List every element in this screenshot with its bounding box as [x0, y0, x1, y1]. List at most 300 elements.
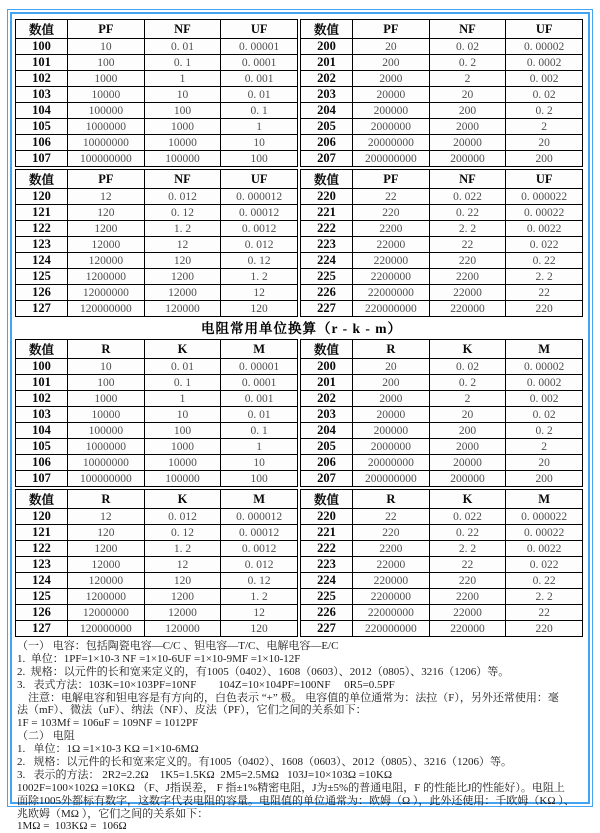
row-label-cell: 200: [301, 39, 353, 55]
column-header: K: [144, 340, 221, 359]
value-cell: 0. 022: [506, 557, 583, 573]
table-row: [16, 359, 298, 375]
value-cell: 1000: [144, 439, 221, 455]
row-label-cell: 205: [301, 439, 353, 455]
value-cell: 10000: [144, 455, 221, 471]
page-outer-frame: [7, 9, 593, 833]
table-row: [301, 135, 583, 151]
row-label-cell: 222: [301, 541, 353, 557]
row-label-cell: 102: [16, 71, 68, 87]
row-label-cell: 125: [16, 589, 68, 605]
table-row: [301, 557, 583, 573]
value-cell: 120: [221, 621, 298, 637]
value-cell: 200000000: [353, 471, 430, 487]
value-cell: 22: [506, 605, 583, 621]
value-cell: 12000: [68, 557, 145, 573]
value-cell: 12000: [144, 285, 221, 301]
value-cell: 1: [221, 439, 298, 455]
row-label-cell: 206: [301, 135, 353, 151]
value-cell: 120000: [68, 253, 145, 269]
row-label-cell: 223: [301, 557, 353, 573]
row-label-cell: 122: [16, 541, 68, 557]
value-cell: 1200000: [68, 589, 145, 605]
note-line: 1. 单位：1Ω =1×10-3 KΩ =1×10-6MΩ: [17, 743, 199, 756]
value-cell: 0. 012: [221, 557, 298, 573]
column-header: 数值: [301, 20, 353, 39]
resistor-table-220-series: [300, 489, 583, 637]
table-row: [301, 253, 583, 269]
value-cell: 10: [144, 407, 221, 423]
table-row: [16, 87, 298, 103]
value-cell: 0. 022: [506, 237, 583, 253]
column-header: NF: [429, 20, 506, 39]
value-cell: 200000: [353, 423, 430, 439]
note-line: 注意：电解电容和钽电容是有方向的，白色表示 “+” 极。 电容值的单位通常为：法拉（F），另外还常使用：毫: [17, 691, 559, 704]
column-header: UF: [221, 20, 298, 39]
capacitor-table-100-series: [15, 19, 298, 167]
value-cell: 220000: [429, 621, 506, 637]
value-cell: 120000000: [68, 621, 145, 637]
value-cell: 22: [429, 557, 506, 573]
value-cell: 0. 1: [221, 103, 298, 119]
value-cell: 0. 02: [506, 87, 583, 103]
table-row: [16, 439, 298, 455]
value-cell: 10000: [144, 135, 221, 151]
header-row: [16, 20, 298, 39]
table-row: [16, 589, 298, 605]
value-cell: 0. 00001: [221, 39, 298, 55]
header-row: [301, 170, 583, 189]
value-cell: 0. 000022: [506, 189, 583, 205]
value-cell: 0. 2: [429, 375, 506, 391]
value-cell: 200: [353, 55, 430, 71]
value-cell: 2. 2: [429, 221, 506, 237]
value-cell: 2000: [429, 439, 506, 455]
value-cell: 0. 2: [506, 103, 583, 119]
value-cell: 0. 00012: [221, 525, 298, 541]
table-row: [16, 557, 298, 573]
row-label-cell: 226: [301, 285, 353, 301]
value-cell: 22000: [353, 557, 430, 573]
value-cell: 0. 12: [144, 205, 221, 221]
value-cell: 200: [353, 375, 430, 391]
value-cell: 0. 02: [429, 359, 506, 375]
row-label-cell: 107: [16, 471, 68, 487]
row-label-cell: 106: [16, 455, 68, 471]
header-row: [16, 170, 298, 189]
table-row: [301, 151, 583, 167]
value-cell: 120: [144, 573, 221, 589]
table-row: [16, 375, 298, 391]
value-cell: 2000: [353, 71, 430, 87]
row-label-cell: 220: [301, 189, 353, 205]
value-cell: 12: [221, 605, 298, 621]
value-cell: 0. 01: [221, 87, 298, 103]
value-cell: 0. 00002: [506, 39, 583, 55]
row-label-cell: 226: [301, 605, 353, 621]
value-cell: 12000000: [68, 285, 145, 301]
column-header: UF: [506, 170, 583, 189]
value-cell: 2200000: [353, 589, 430, 605]
value-cell: 200: [429, 423, 506, 439]
row-label-cell: 120: [16, 509, 68, 525]
value-cell: 0. 12: [221, 573, 298, 589]
value-cell: 220: [429, 253, 506, 269]
table-row: [16, 39, 298, 55]
value-cell: 1200000: [68, 269, 145, 285]
table-row: [16, 103, 298, 119]
value-cell: 22: [429, 237, 506, 253]
value-cell: 0. 12: [144, 525, 221, 541]
row-label-cell: 206: [301, 455, 353, 471]
value-cell: 100000000: [68, 151, 145, 167]
value-cell: 1000000: [68, 439, 145, 455]
value-cell: 12: [68, 509, 145, 525]
row-label-cell: 101: [16, 55, 68, 71]
table-row: [301, 589, 583, 605]
value-cell: 100: [221, 471, 298, 487]
row-label-cell: 223: [301, 237, 353, 253]
table-row: [16, 455, 298, 471]
table-row: [16, 541, 298, 557]
column-header: K: [144, 490, 221, 509]
row-label-cell: 225: [301, 589, 353, 605]
column-header: PF: [353, 170, 430, 189]
value-cell: 2: [506, 439, 583, 455]
row-label-cell: 101: [16, 375, 68, 391]
table-row: [301, 71, 583, 87]
value-cell: 1: [221, 119, 298, 135]
row-label-cell: 126: [16, 285, 68, 301]
value-cell: 220000: [429, 301, 506, 317]
value-cell: 0. 012: [144, 509, 221, 525]
column-header: NF: [429, 170, 506, 189]
note-line: 1MΩ = 103KΩ = 106Ω: [17, 820, 127, 833]
column-header: M: [221, 490, 298, 509]
value-cell: 22: [353, 509, 430, 525]
value-cell: 10000: [68, 87, 145, 103]
value-cell: 1: [144, 71, 221, 87]
row-label-cell: 122: [16, 221, 68, 237]
column-header: 数值: [16, 20, 68, 39]
value-cell: 0. 002: [506, 71, 583, 87]
value-cell: 20: [429, 407, 506, 423]
value-cell: 1000000: [68, 119, 145, 135]
row-label-cell: 202: [301, 71, 353, 87]
value-cell: 100000: [144, 151, 221, 167]
value-cell: 0. 02: [506, 407, 583, 423]
value-cell: 0. 01: [144, 39, 221, 55]
table-row: [16, 151, 298, 167]
value-cell: 0. 0002: [506, 375, 583, 391]
header-row: [16, 340, 298, 359]
value-cell: 2: [429, 391, 506, 407]
value-cell: 2: [429, 71, 506, 87]
table-row: [301, 525, 583, 541]
column-header: R: [353, 340, 430, 359]
value-cell: 0. 01: [221, 407, 298, 423]
row-label-cell: 100: [16, 359, 68, 375]
note-line: 1002F=100×102Ω =10KΩ （F、J指误差， F 指±1%精密电阻，J为±5%的普通电阻，F 的性能比J的性能好）。电阻上: [17, 781, 565, 794]
row-label-cell: 221: [301, 525, 353, 541]
value-cell: 1200: [144, 589, 221, 605]
value-cell: 20: [506, 135, 583, 151]
resistor-table-120-series: [15, 489, 298, 637]
resistor-table-group-1: [15, 339, 588, 487]
capacitor-table-120-series: [15, 169, 298, 317]
note-line: 3. 表示的方法： 2R2=2.2Ω 1K5=1.5KΩ 2M5=2.5MΩ 103J=10×103Ω =10KΩ: [17, 768, 393, 781]
table-row: [301, 205, 583, 221]
value-cell: 0. 12: [221, 253, 298, 269]
row-label-cell: 105: [16, 439, 68, 455]
row-label-cell: 227: [301, 301, 353, 317]
table-row: [301, 39, 583, 55]
table-row: [301, 269, 583, 285]
value-cell: 22000000: [353, 285, 430, 301]
value-cell: 0. 00002: [506, 359, 583, 375]
value-cell: 0. 00022: [506, 205, 583, 221]
value-cell: 22000: [429, 285, 506, 301]
column-header: M: [221, 340, 298, 359]
value-cell: 1. 2: [144, 221, 221, 237]
value-cell: 22000000: [353, 605, 430, 621]
row-label-cell: 201: [301, 375, 353, 391]
column-header: 数值: [16, 490, 68, 509]
table-row: [301, 605, 583, 621]
row-label-cell: 123: [16, 557, 68, 573]
value-cell: 20: [353, 39, 430, 55]
column-header: R: [68, 340, 145, 359]
resistor-section-title: 电阻常用单位换算（r - k - m）: [201, 321, 402, 336]
capacitor-table-group-2: [15, 169, 588, 317]
value-cell: 0. 0022: [506, 221, 583, 237]
column-header: 数值: [16, 340, 68, 359]
row-label-cell: 221: [301, 205, 353, 221]
value-cell: 0. 0001: [221, 375, 298, 391]
header-row: [301, 490, 583, 509]
value-cell: 0. 022: [429, 509, 506, 525]
table-row: [301, 455, 583, 471]
row-label-cell: 201: [301, 55, 353, 71]
value-cell: 220000: [353, 253, 430, 269]
column-header: 数值: [16, 170, 68, 189]
column-header: PF: [68, 170, 145, 189]
note-line: 3. 表式方法：103K=10×103PF=10NF 104Z=10×104PF=100NF 0R5=0.5PF: [17, 678, 395, 691]
value-cell: 0. 002: [506, 391, 583, 407]
table-row: [301, 189, 583, 205]
value-cell: 200: [429, 103, 506, 119]
value-cell: 10: [68, 39, 145, 55]
value-cell: 20: [506, 455, 583, 471]
column-header: R: [68, 490, 145, 509]
value-cell: 0. 012: [221, 237, 298, 253]
value-cell: 12: [144, 237, 221, 253]
value-cell: 220: [506, 301, 583, 317]
row-label-cell: 125: [16, 269, 68, 285]
table-row: [301, 407, 583, 423]
table-row: [16, 237, 298, 253]
value-cell: 12: [144, 557, 221, 573]
value-cell: 2. 2: [506, 269, 583, 285]
table-row: [16, 253, 298, 269]
value-cell: 120000: [144, 621, 221, 637]
value-cell: 0. 22: [429, 205, 506, 221]
value-cell: 2. 2: [429, 541, 506, 557]
value-cell: 0. 22: [506, 253, 583, 269]
value-cell: 10000: [68, 407, 145, 423]
value-cell: 10: [221, 135, 298, 151]
table-row: [16, 189, 298, 205]
value-cell: 20000: [429, 135, 506, 151]
value-cell: 2200000: [353, 269, 430, 285]
row-label-cell: 103: [16, 407, 68, 423]
column-header: 数值: [301, 490, 353, 509]
note-line: 1. 单位：1PF=1×10-3 NF =1×10-6UF =1×10-9MF =1×10-12F: [17, 652, 301, 665]
value-cell: 22000: [353, 237, 430, 253]
row-label-cell: 224: [301, 253, 353, 269]
note-line: 法（mF）、微法（uF）、纳法（NF）、皮法（PF），它们之间的关系如下：: [17, 704, 367, 717]
value-cell: 20: [429, 87, 506, 103]
value-cell: 2200: [429, 589, 506, 605]
value-cell: 1. 2: [221, 589, 298, 605]
note-line: 兆欧姆（MΩ ），它们之间的关系如下：: [17, 807, 209, 820]
value-cell: 200000000: [353, 151, 430, 167]
column-header: 数值: [301, 340, 353, 359]
column-header: UF: [221, 170, 298, 189]
value-cell: 120: [221, 301, 298, 317]
header-row: [301, 20, 583, 39]
row-label-cell: 105: [16, 119, 68, 135]
note-line: 2. 规格：以元件的长和宽来定义的。有1005（0402）、1608（0603）、2012（0805）、3216（1206）等。: [17, 756, 512, 769]
row-label-cell: 205: [301, 119, 353, 135]
value-cell: 12000: [144, 605, 221, 621]
table-row: [16, 407, 298, 423]
value-cell: 100: [144, 103, 221, 119]
table-row: [16, 119, 298, 135]
table-row: [301, 359, 583, 375]
value-cell: 2000000: [353, 119, 430, 135]
value-cell: 0. 2: [506, 423, 583, 439]
table-row: [301, 509, 583, 525]
column-header: PF: [68, 20, 145, 39]
value-cell: 0. 0022: [506, 541, 583, 557]
value-cell: 22: [506, 285, 583, 301]
row-label-cell: 124: [16, 573, 68, 589]
capacitor-table-group-1: [15, 19, 588, 167]
table-row: [301, 285, 583, 301]
row-label-cell: 100: [16, 39, 68, 55]
row-label-cell: 224: [301, 573, 353, 589]
value-cell: 2000: [429, 119, 506, 135]
value-cell: 12000000: [68, 605, 145, 621]
value-cell: 0. 2: [429, 55, 506, 71]
value-cell: 120000000: [68, 301, 145, 317]
value-cell: 0. 1: [144, 375, 221, 391]
table-row: [16, 285, 298, 301]
value-cell: 0. 000012: [221, 189, 298, 205]
table-row: [301, 439, 583, 455]
value-cell: 100: [68, 55, 145, 71]
row-label-cell: 123: [16, 237, 68, 253]
row-label-cell: 124: [16, 253, 68, 269]
header-row: [16, 490, 298, 509]
value-cell: 2200: [353, 221, 430, 237]
value-cell: 100: [68, 375, 145, 391]
column-header: K: [429, 340, 506, 359]
column-header: K: [429, 490, 506, 509]
row-label-cell: 104: [16, 103, 68, 119]
value-cell: 20: [353, 359, 430, 375]
note-line: 1F = 103Mf = 106uF = 109NF = 1012PF: [17, 717, 199, 730]
row-label-cell: 222: [301, 221, 353, 237]
value-cell: 12: [221, 285, 298, 301]
table-row: [16, 573, 298, 589]
table-row: [301, 103, 583, 119]
value-cell: 0. 00001: [221, 359, 298, 375]
value-cell: 1200: [68, 541, 145, 557]
value-cell: 2200: [429, 269, 506, 285]
value-cell: 0. 001: [221, 391, 298, 407]
row-label-cell: 220: [301, 509, 353, 525]
value-cell: 0. 0012: [221, 541, 298, 557]
value-cell: 0. 00022: [506, 525, 583, 541]
value-cell: 1. 2: [144, 541, 221, 557]
value-cell: 100: [221, 151, 298, 167]
table-row: [301, 541, 583, 557]
row-label-cell: 207: [301, 151, 353, 167]
row-label-cell: 102: [16, 391, 68, 407]
table-row: [16, 391, 298, 407]
capacitor-table-220-series: [300, 169, 583, 317]
value-cell: 1200: [68, 221, 145, 237]
value-cell: 1000: [68, 391, 145, 407]
value-cell: 0. 0012: [221, 221, 298, 237]
note-line: 2. 规格：以元件的长和宽来定义的，有1005（0402）、1608（0603）、2012（0805）、3216（1206）等。: [17, 665, 510, 678]
table-row: [16, 205, 298, 221]
value-cell: 120: [144, 253, 221, 269]
capacitor-table-200-series: [300, 19, 583, 167]
notes-block: [15, 640, 588, 833]
column-header: NF: [144, 170, 221, 189]
value-cell: 220: [429, 573, 506, 589]
note-line: （二） 电阻: [17, 730, 75, 743]
value-cell: 12: [68, 189, 145, 205]
table-row: [16, 71, 298, 87]
resistor-table-group-2: [15, 489, 588, 637]
column-header: M: [506, 340, 583, 359]
value-cell: 120: [68, 205, 145, 221]
value-cell: 20000: [429, 455, 506, 471]
table-row: [301, 119, 583, 135]
value-cell: 0. 01: [144, 359, 221, 375]
value-cell: 100000000: [68, 471, 145, 487]
value-cell: 200000: [353, 103, 430, 119]
row-label-cell: 127: [16, 621, 68, 637]
note-line: （一） 电容：包括陶瓷电容—C/C 、钽电容—T/C、电解电容—E/C: [17, 640, 339, 652]
value-cell: 20000: [353, 407, 430, 423]
table-row: [301, 55, 583, 71]
column-header: M: [506, 490, 583, 509]
table-row: [16, 301, 298, 317]
row-label-cell: 120: [16, 189, 68, 205]
table-row: [16, 471, 298, 487]
row-label-cell: 203: [301, 87, 353, 103]
value-cell: 0. 22: [429, 525, 506, 541]
table-row: [301, 471, 583, 487]
row-label-cell: 121: [16, 205, 68, 221]
row-label-cell: 225: [301, 269, 353, 285]
table-row: [301, 301, 583, 317]
